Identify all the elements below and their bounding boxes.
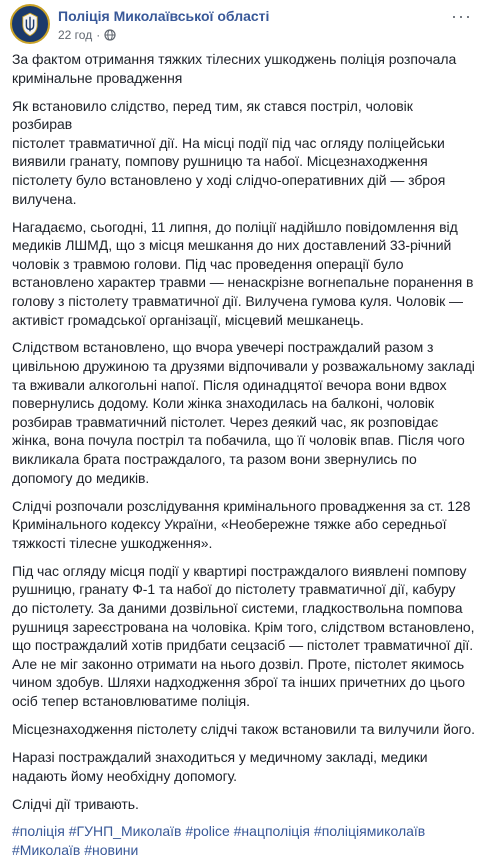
post-header [12,0,476,50]
page-avatar[interactable] [10,4,50,44]
hashtag-link[interactable]: #Миколаїв [12,842,81,859]
post-paragraph: Наразі постраждалий знаходиться у медичному закладі, медики надають йому необхідну допомогу. [12,748,428,784]
meta-separator: · [96,28,101,42]
hashtag-link[interactable]: #поліція [12,823,65,840]
post-paragraph: Нагадаємо, сьогодні, 11 липня, до поліції надійшло повідомлення від медиків ЛШМД, що з місця мешкання до них доставлений 33-річний чоловік з травмою голови. Під час проведення операції було встановлено характер травми — ненаскрізне вогнепальне поранення в голову з пістолету травматичної дії. Вилучена гумова куля. Чоловік — активіст громадської організації, місцевий мешканець. [12,218,474,328]
globe-icon [104,29,116,41]
page-name-link[interactable]: Поліція Миколаївської області [58,8,270,24]
hashtag-list [12,822,476,859]
post-paragraph: Як встановило слідство, перед тим, як стався постріл, чоловік розбирав пістолет травматичної дії. На місці події під час огляду поліцейськи виявили гранату, помпову рушницю та набої. Місцезнаходження пістолету було встановлено у ході слідчо-оперативних дій — зброя вилучена. [12,97,446,207]
post-paragraph: Слідством встановлено, що вчора увечері постраждалий разом з цивільною дружиною та друзями відпочивали у розважальному закладі та вживали алкогольні напої. Після одинадцятої вечора вони вдвох повернулись додому. Коли жінка знаходилась на балконі, чоловік розбирав травматичний пістолет. Через деякий час, як розповідає жінка, вона почула постріл та побачила, що її чоловік впав. Після чого викликала брата постраждалого, та разом вони звернулись по допомогу до медиків. [12,339,475,486]
hashtag-link[interactable]: #нацполіція [233,823,311,840]
post-paragraph: Під час огляду місця події у квартирі постраждалого виявлені помпову рушницю, гранату Ф-1 та набої до пістолету травматичної дії, кабуру до пістолету. За даними дозвільної системи, гладкоствольна помпова рушниця зареєстрована на чоловіка. Крім того, слідством встановлено, що постраждалий хотів придбати сецзасіб — пістолет травматичної дії. Але не міг законно отримати на нього дозвіл. Проте, пістолет якимось чином здобув. Шляхи надходження зброї та інших причетних до цього осіб тепер встановлюватиме поліція. [12,562,475,709]
police-emblem-icon [12,6,48,42]
post-paragraph: Слідчі розпочали розслідування кримінального провадження за ст. 128 Кримінального кодексу України, «Необережне тяжке або середньої тяжкості тілесне ушкодження». [12,497,471,551]
post-timestamp[interactable]: 22 год [58,28,93,42]
hashtag-link[interactable]: #новини [84,842,139,859]
more-options-button[interactable]: ··· [451,6,472,26]
hashtag-link[interactable]: #поліціямиколаїв [313,823,426,840]
post-body [12,50,476,860]
post-meta [58,28,116,42]
post-paragraph: За фактом отримання тяжких тілесних ушкоджень поліція розпочала кримінальне провадження [12,51,457,86]
hashtag-link[interactable]: #police [185,823,230,840]
post-paragraph: Місцезнаходження пістолету слідчі також встановили та вилучили його. [12,720,475,737]
hashtag-link[interactable]: #ГУНП_Миколаїв [68,823,182,840]
post-paragraph: Слідчі дії тривають. [12,795,139,812]
